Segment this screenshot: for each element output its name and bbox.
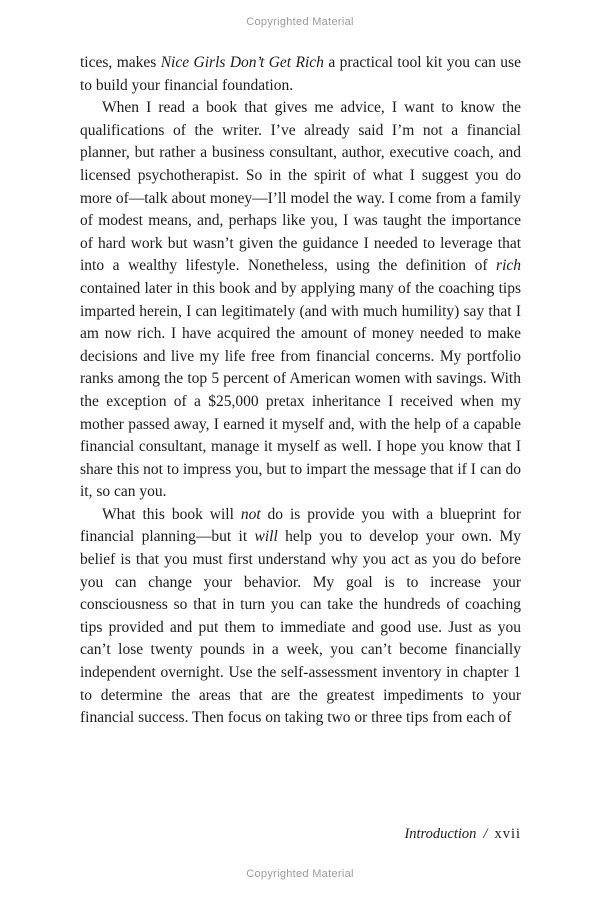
text-run: tices, makes: [80, 54, 161, 71]
italic-text-run: rich: [496, 257, 521, 275]
text-run: contained later in this book and by applying many of the coaching tips imparted herein, I can legitimately (and with much humility) say that I am now rich. I have acquired the amount of money needed to make decisions and live my life free from financial concerns. My portfolio ranks among the top 5 percent of American women with savings. With the exception of a $25,000 pretax inheritance I received when my mother passed away, I earned it myself and, with the help of a capable financial consultant, manage it myself as well. I hope you know that I share this not to impress you, but to impart the message that if I can do it, so can you.: [80, 279, 521, 501]
text-run: help you to develop your own. My belief is that you must first understand why you act as you do before you can change your behavior. My goal is to increase your consciousness so that in turn you can take the hundreds of coaching tips provided and put them to immediate and good use. Just as you can’t lose twenty pounds in a week, you can’t become financially independent overnight. Use the self-assessment inventory in chapter 1 to determine the areas that are the greatest impediments to your financial success. Then focus on taking two or three tips from each of: [80, 528, 521, 727]
italic-text-run: will: [254, 528, 278, 546]
paragraph: [80, 504, 521, 730]
italic-text-run: Nice Girls Don’t Get Rich: [160, 54, 324, 71]
text-run: do is provide you with a blueprint for financial planning—but it: [80, 505, 521, 546]
text-run: a practical tool kit you can use to build your financial foundation.: [80, 54, 521, 94]
copyright-notice-top: Copyrighted Material: [246, 16, 354, 28]
paragraph: [80, 97, 521, 504]
body-text: [80, 52, 521, 730]
text-run: What this book will: [102, 505, 241, 523]
footer-section-label: Introduction: [404, 826, 477, 842]
copyright-notice-bottom: Copyrighted Material: [246, 868, 354, 880]
footer-page-number: xvii: [494, 826, 521, 842]
text-run: When I read a book that gives me advice, I want to know the qualifications of the writer. I’ve already said I’m not a financial planner, but rather a business consultant, author, executive coach, and licensed psychotherapist. So in the spirit of what I suggest you do more of—talk about money—I’ll model the way. I come from a family of modest means, and, perhaps like you, I was taught the importance of hard work but wasn’t given the guidance I needed to leverage that into a wealthy lifestyle. Nonetheless, using the definition of: [80, 99, 521, 275]
page-footer: [80, 826, 521, 843]
paragraph: [80, 52, 521, 97]
italic-text-run: not: [240, 505, 261, 523]
footer-separator: /: [483, 826, 488, 842]
